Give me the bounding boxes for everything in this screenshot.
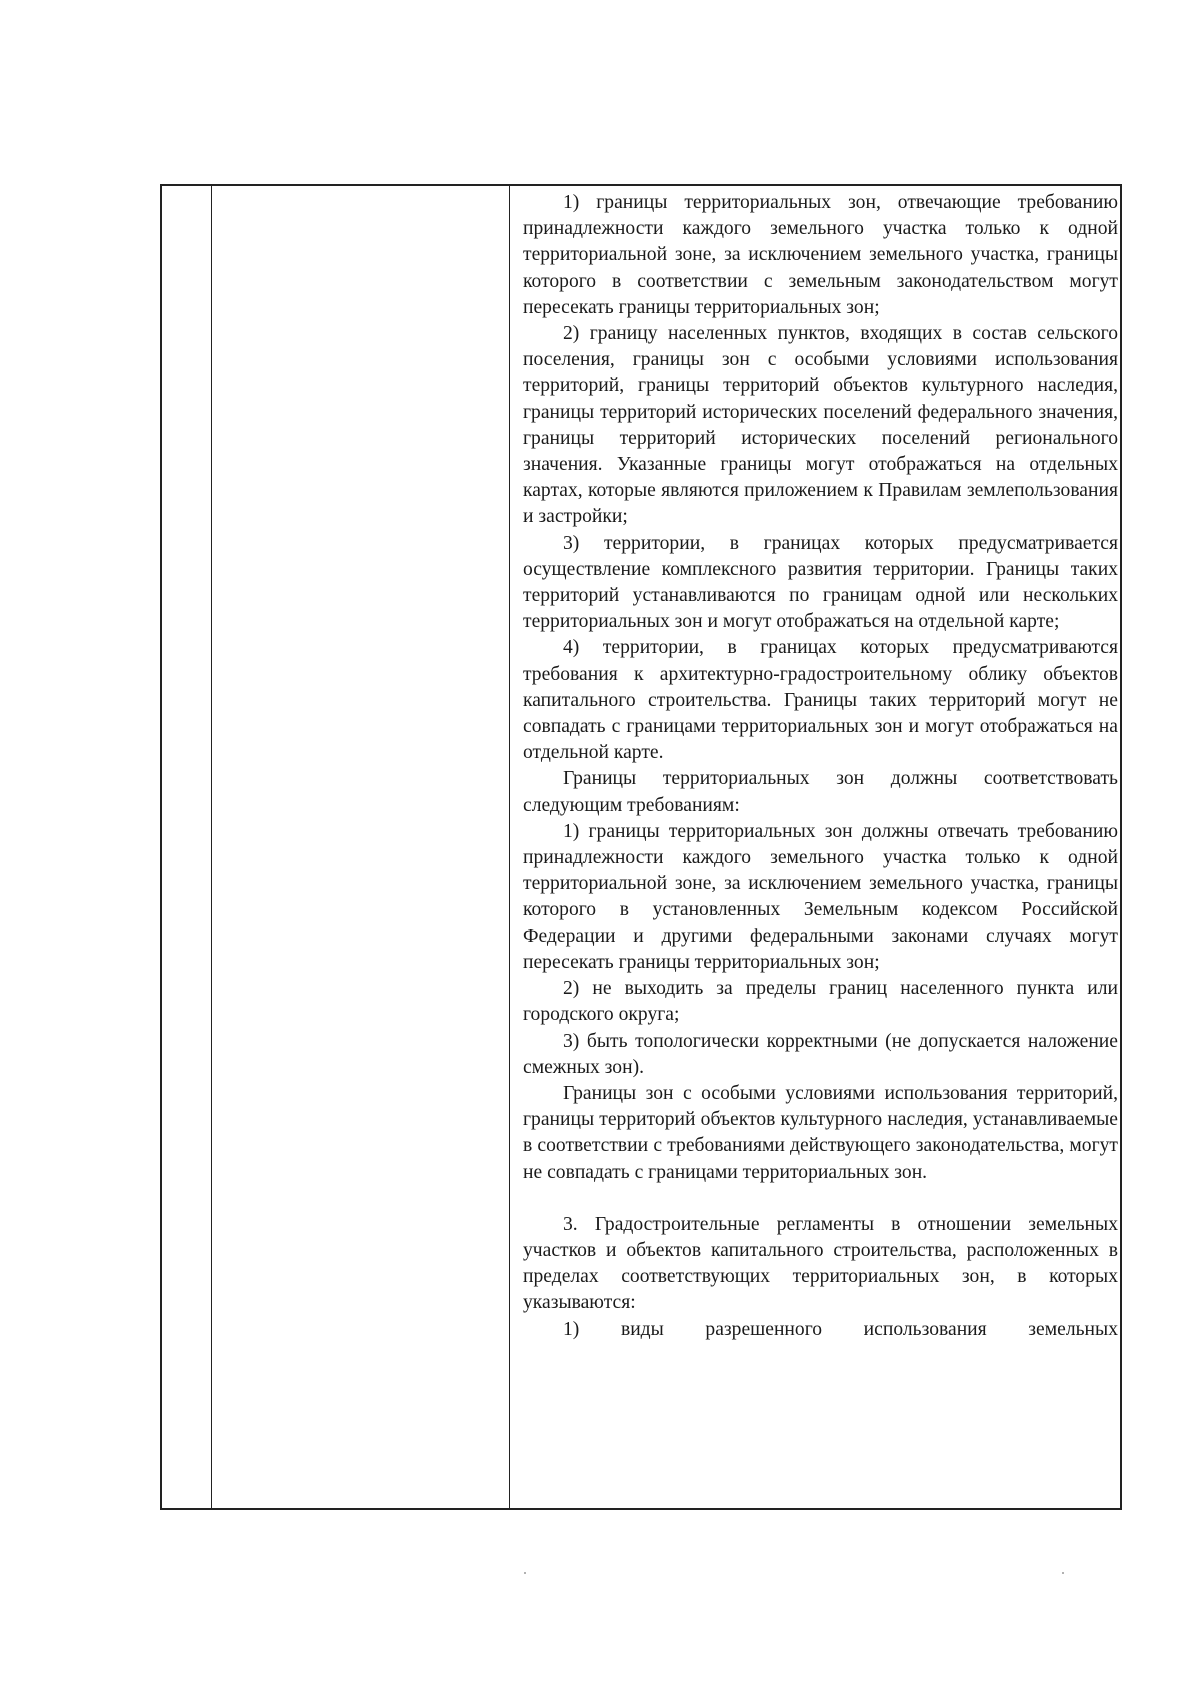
table-column-divider [211, 186, 212, 1508]
scan-artifact [1062, 1572, 1064, 1574]
paragraph: 3) быть топологически корректными (не допускается наложение смежных зон). [523, 1030, 1118, 1078]
paragraph-spacer [523, 1186, 1118, 1212]
paragraph: Границы территориальных зон должны соответствовать следующим требованиям: [523, 768, 1118, 816]
paragraph: 4) территории, в границах которых предусматриваются требования к архитектурно-градостроительному облику объектов капитального строительства. Границы таких территорий могут не совпадать с границами территориальных зон и могут отображаться на отдельной карте. [523, 637, 1118, 764]
document-table [160, 184, 1122, 1510]
paragraph: Границы зон с особыми условиями использования территорий, границы территорий объектов культурного наследия, устанавливаемые в соответствии с требованиями действующего законодательства, могут не совпадать с границами территориальных зон. [523, 1082, 1118, 1183]
paragraph: 1) границы территориальных зон должны отвечать требованию принадлежности каждого земельного участка только к одной территориальной зоне, за исключением земельного участка, границы которого в установленных Земельным кодексом Российской Федерации и другими федеральными законами случаях могут пересекать границы территориальных зон; [523, 820, 1118, 973]
paragraph: 3) территории, в границах которых предусматривается осуществление комплексного развития территории. Границы таких территорий устанавливаются по границам одной или нескольких территориальных зон и могут отображаться на отдельной карте; [523, 532, 1118, 633]
paragraph: 2) границу населенных пунктов, входящих в состав сельского поселения, границы зон с особыми условиями использования территорий, границы территорий объектов культурного наследия, границы территорий исторических поселений федерального значения, границы территорий исторических поселений регионального значения. Указанные границы могут отображаться на отдельных картах, которые являются приложением к Правилам землепользования и застройки; [523, 323, 1118, 528]
table-cell-text [523, 190, 1118, 1343]
paragraph: 2) не выходить за пределы границ населенного пункта или городского округа; [523, 978, 1118, 1026]
section-heading: 3. Градостроительные регламенты в отношении земельных участков и объектов капитального строительства, расположенных в пределах соответствующих территориальных зон, в которых указываются: [523, 1213, 1118, 1314]
table-column-divider [509, 186, 510, 1508]
paragraph: 1) границы территориальных зон, отвечающие требованию принадлежности каждого земельного участка только к одной территориальной зоне, за исключением земельного участка, границы которого в соответствии с земельным законодательством могут пересекать границы территориальных зон; [523, 192, 1118, 318]
paragraph: 1) виды разрешенного использования земельных [563, 1318, 1118, 1340]
scan-artifact [524, 1572, 526, 1574]
